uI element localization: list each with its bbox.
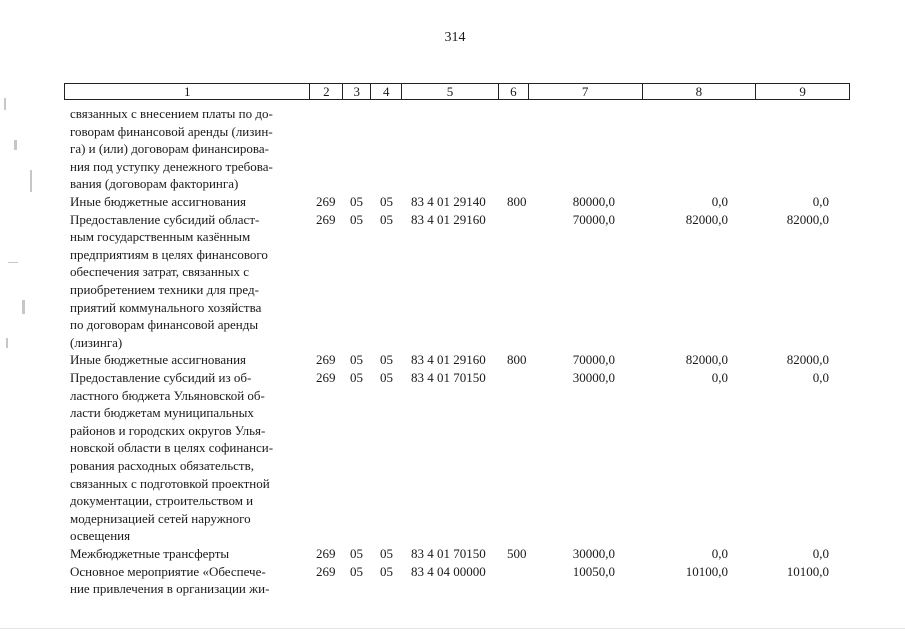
row-6-description <box>70 563 308 598</box>
row-3-description <box>70 351 308 369</box>
row-5-col-4: 05 <box>380 546 393 561</box>
description-line: ние привлечения в организации жи- <box>70 581 270 597</box>
row-1-col-4: 05 <box>380 194 393 209</box>
description-line: освещения <box>70 528 131 544</box>
description-line: Предоставление субсидий из об- <box>70 370 252 385</box>
row-1-col-9: 0,0 <box>812 194 829 209</box>
header-col-6: 6 <box>499 84 529 99</box>
header-col-5: 5 <box>402 84 499 99</box>
scan-noise <box>22 300 25 314</box>
row-1-description <box>70 193 308 211</box>
description-line: связанных с внесением платы по до- <box>70 106 273 121</box>
row-5-col-9: 0,0 <box>812 546 829 561</box>
description-line: Предоставление субсидий област- <box>70 211 260 227</box>
description-line: Иные бюджетные ассигнования <box>70 352 247 368</box>
row-3-col-3: 05 <box>350 352 363 368</box>
description-line: по договорам финансовой аренды <box>70 317 259 333</box>
row-3-col-9: 82000,0 <box>786 352 829 368</box>
description-line: предприятиям в целях финансового <box>70 246 268 262</box>
description-line: ласти бюджетам муниципальных <box>70 405 254 421</box>
row-3-col-2: 269 <box>316 352 336 368</box>
row-2-col-3: 05 <box>350 211 363 227</box>
row-1-col-2: 269 <box>316 194 336 209</box>
row-3-col-5: 83 4 01 29160 <box>411 352 486 368</box>
row-6-col-2: 269 <box>316 563 336 579</box>
header-col-7: 7 <box>529 84 643 99</box>
row-2-col-9: 82000,0 <box>786 211 829 227</box>
header-col-2: 2 <box>310 84 343 99</box>
description-line: Межбюджетные трансферты <box>70 546 230 561</box>
description-line: Иные бюджетные ассигнования <box>70 194 247 209</box>
row-4-col-2: 269 <box>316 370 336 385</box>
description-line: приятий коммунального хозяйства <box>70 299 262 315</box>
row-5-description <box>70 545 308 563</box>
row-4-col-8: 0,0 <box>711 370 728 385</box>
row-1-col-6: 800 <box>507 194 527 209</box>
header-col-1: 1 <box>65 84 310 99</box>
description-line: документации, строительством и <box>70 493 254 509</box>
header-col-3: 3 <box>343 84 371 99</box>
scan-noise <box>30 170 32 192</box>
row-4-col-7: 30000,0 <box>572 370 615 385</box>
scan-noise <box>6 338 8 348</box>
row-5-col-5: 83 4 01 70150 <box>411 546 486 561</box>
description-line: га) и (или) договорам финансирова- <box>70 141 269 157</box>
row-3-col-4: 05 <box>380 352 393 368</box>
row-6-col-7: 10050,0 <box>572 563 615 579</box>
row-4-col-9: 0,0 <box>812 370 829 385</box>
description-line: модернизацией сетей наружного <box>70 510 251 526</box>
row-4-col-4: 05 <box>380 370 393 385</box>
row-3-col-7: 70000,0 <box>572 352 615 368</box>
row-6-col-3: 05 <box>350 563 363 579</box>
scan-noise <box>4 98 6 110</box>
description-line: ластного бюджета Ульяновской об- <box>70 387 265 403</box>
description-line: рования расходных обязательств, <box>70 457 254 473</box>
description-line: ния под уступку денежного требова- <box>70 158 273 174</box>
row-6-col-8: 10100,0 <box>685 563 728 579</box>
row-3-col-8: 82000,0 <box>685 352 728 368</box>
row-5-col-6: 500 <box>507 546 527 561</box>
description-line: новской области в целях софинанси- <box>70 440 274 456</box>
scan-noise <box>8 262 18 263</box>
row-6-col-9: 10100,0 <box>786 563 829 579</box>
description-line: говорам финансовой аренды (лизин- <box>70 123 273 139</box>
description-line: ным государственным казённым <box>70 229 251 245</box>
header-col-9: 9 <box>799 84 806 99</box>
description-line: связанных с подготовкой проектной <box>70 475 270 491</box>
description-line: приобретением техники для пред- <box>70 281 259 297</box>
row-1-col-7: 80000,0 <box>572 194 615 209</box>
description-line: (лизинга) <box>70 334 123 350</box>
row-5-col-8: 0,0 <box>711 546 728 561</box>
row-4-col-5: 83 4 01 70150 <box>411 370 486 385</box>
row-4-description <box>70 369 308 545</box>
row-2-col-7: 70000,0 <box>572 211 615 227</box>
description-line: вания (договорам факторинга) <box>70 176 239 192</box>
row-2-col-4: 05 <box>380 211 393 227</box>
row-6-col-4: 05 <box>380 563 393 579</box>
row-2-description <box>70 211 308 352</box>
row-1-col-5: 83 4 01 29140 <box>411 194 486 209</box>
row-5-col-3: 05 <box>350 546 363 561</box>
row-0-description <box>70 105 308 193</box>
row-5-col-7: 30000,0 <box>572 546 615 561</box>
row-5-col-2: 269 <box>316 546 336 561</box>
scan-noise <box>14 140 17 150</box>
row-2-col-2: 269 <box>316 211 336 227</box>
page-number: 314 <box>444 30 466 45</box>
description-line: районов и городских округов Улья- <box>70 422 266 438</box>
row-2-col-8: 82000,0 <box>685 211 728 227</box>
row-4-col-3: 05 <box>350 370 363 385</box>
table-header <box>64 83 850 100</box>
row-1-col-8: 0,0 <box>711 194 728 209</box>
header-col-8: 8 <box>643 84 757 99</box>
row-2-col-5: 83 4 01 29160 <box>411 211 486 227</box>
description-line: Основное мероприятие «Обеспече- <box>70 563 266 579</box>
row-3-col-6: 800 <box>507 352 527 368</box>
row-1-col-3: 05 <box>350 194 363 209</box>
description-line: обеспечения затрат, связанных с <box>70 264 249 280</box>
scan-noise <box>0 628 905 629</box>
row-6-col-5: 83 4 04 00000 <box>411 563 486 579</box>
header-col-4: 4 <box>371 84 402 99</box>
